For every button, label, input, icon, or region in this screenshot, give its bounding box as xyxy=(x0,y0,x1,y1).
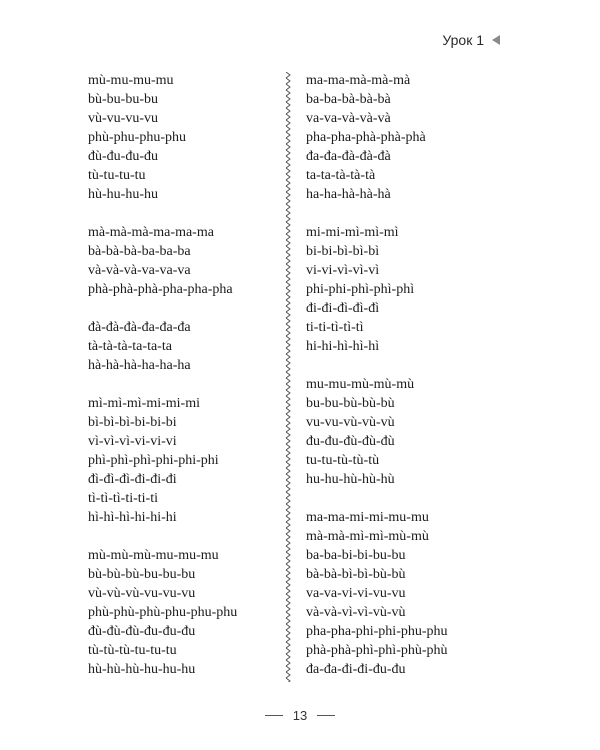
syllable-line: đi-đi-đì-đì-đì xyxy=(306,301,380,316)
column-divider xyxy=(284,72,292,682)
syllable-block-l4 xyxy=(88,546,273,679)
syllable-line: ta-ta-tà-tà-tà xyxy=(306,168,376,183)
footer-dash xyxy=(265,715,283,716)
syllable-line: phù-phu-phu-phu xyxy=(88,130,186,145)
syllable-line: và-và-vì-vì-vù-vù xyxy=(306,605,406,620)
syllable-line: đà-đà-đà-đa-đa-đa xyxy=(88,320,191,335)
syllable-line: đa-đa-đi-đi-đu-đu xyxy=(306,662,406,677)
syllable-line: tà-tà-tà-ta-ta-ta xyxy=(88,339,172,354)
footer-dash xyxy=(317,715,335,716)
syllable-line: bà-bà-bì-bì-bù-bù xyxy=(306,567,406,582)
syllable-line: mù-mu-mu-mu xyxy=(88,73,174,88)
syllable-line: vi-vi-vì-vì-vì xyxy=(306,263,380,278)
syllable-block-l2 xyxy=(88,318,273,375)
syllable-block-l0 xyxy=(88,71,273,204)
syllable-line: hù-hu-hu-hu xyxy=(88,187,158,202)
syllable-line: ba-ba-bi-bi-bu-bu xyxy=(306,548,406,563)
syllable-line: đì-đì-đì-đi-đi-đi xyxy=(88,472,177,487)
syllable-line: mi-mi-mì-mì-mì xyxy=(306,225,399,240)
syllable-block-l1 xyxy=(88,223,273,299)
syllable-line: đu-đu-đù-đù-đù xyxy=(306,434,395,449)
syllable-line: phi-phi-phì-phì-phì xyxy=(306,282,415,297)
syllable-line: ti-ti-tì-tì-tì xyxy=(306,320,364,335)
syllable-line: bù-bu-bu-bu xyxy=(88,92,158,107)
syllable-line: tì-tì-tì-ti-ti-ti xyxy=(88,491,158,506)
syllable-line: bi-bi-bì-bì-bì xyxy=(306,244,380,259)
syllable-line: ha-ha-hà-hà-hà xyxy=(306,187,391,202)
syllable-line: bì-bì-bì-bi-bi-bi xyxy=(88,415,177,430)
syllable-line: pha-pha-phi-phi-phu-phu xyxy=(306,624,448,639)
syllable-line: tù-tu-tu-tu xyxy=(88,168,146,183)
syllable-line: vì-vì-vì-vi-vi-vi xyxy=(88,434,177,449)
syllable-line: hu-hu-hù-hù-hù xyxy=(306,472,395,487)
syllable-line: va-va-và-và-và xyxy=(306,111,391,126)
syllable-line: va-va-vi-vi-vu-vu xyxy=(306,586,406,601)
left-column xyxy=(88,71,273,679)
triangle-left-icon xyxy=(492,35,500,45)
syllable-line: tu-tu-tù-tù-tù xyxy=(306,453,380,468)
syllable-line: phì-phì-phì-phi-phi-phi xyxy=(88,453,219,468)
syllable-line: pha-pha-phà-phà-phà xyxy=(306,130,426,145)
syllable-block-r3 xyxy=(306,508,506,679)
syllable-line: mì-mì-mì-mi-mi-mi xyxy=(88,396,200,411)
page-number: 13 xyxy=(292,708,308,723)
syllable-line: mà-mà-mì-mì-mù-mù xyxy=(306,529,429,544)
syllable-line: ba-ba-bà-bà-bà xyxy=(306,92,391,107)
syllable-line: phà-phà-phà-pha-pha-pha xyxy=(88,282,233,297)
syllable-line: hà-hà-hà-ha-ha-ha xyxy=(88,358,191,373)
syllable-line: vù-vù-vù-vu-vu-vu xyxy=(88,586,196,601)
syllable-block-r2 xyxy=(306,375,506,489)
lesson-title: Урок 1 xyxy=(442,32,484,48)
syllable-line: hì-hì-hì-hi-hi-hi xyxy=(88,510,177,525)
syllable-line: và-và-và-va-va-va xyxy=(88,263,191,278)
syllable-line: phù-phù-phù-phu-phu-phu xyxy=(88,605,238,620)
page-header xyxy=(442,32,500,48)
syllable-line: tù-tù-tù-tu-tu-tu xyxy=(88,643,177,658)
syllable-line: bà-bà-bà-ba-ba-ba xyxy=(88,244,191,259)
page-footer xyxy=(0,708,600,723)
syllable-line: ma-ma-mi-mi-mu-mu xyxy=(306,510,429,525)
syllable-block-r0 xyxy=(306,71,506,204)
syllable-line: bù-bù-bù-bu-bu-bu xyxy=(88,567,196,582)
syllable-line: đù-đu-đu-đu xyxy=(88,149,158,164)
syllable-line: bu-bu-bù-bù-bù xyxy=(306,396,395,411)
syllable-block-r1 xyxy=(306,223,506,356)
right-column xyxy=(306,71,506,679)
syllable-line: ma-ma-mà-mà-mà xyxy=(306,73,411,88)
syllable-line: vù-vu-vu-vu xyxy=(88,111,158,126)
syllable-line: hi-hi-hì-hì-hì xyxy=(306,339,380,354)
syllable-line: mà-mà-mà-ma-ma-ma xyxy=(88,225,214,240)
syllable-line: đa-đa-đà-đà-đà xyxy=(306,149,391,164)
syllable-block-l3 xyxy=(88,394,273,527)
syllable-line: hù-hù-hù-hu-hu-hu xyxy=(88,662,196,677)
syllable-line: đù-đù-đù-đu-đu-đu xyxy=(88,624,196,639)
syllable-line: vu-vu-vù-vù-vù xyxy=(306,415,395,430)
syllable-line: mu-mu-mù-mù-mù xyxy=(306,377,415,392)
syllable-line: mù-mù-mù-mu-mu-mu xyxy=(88,548,219,563)
syllable-line: phà-phà-phì-phì-phù-phù xyxy=(306,643,448,658)
